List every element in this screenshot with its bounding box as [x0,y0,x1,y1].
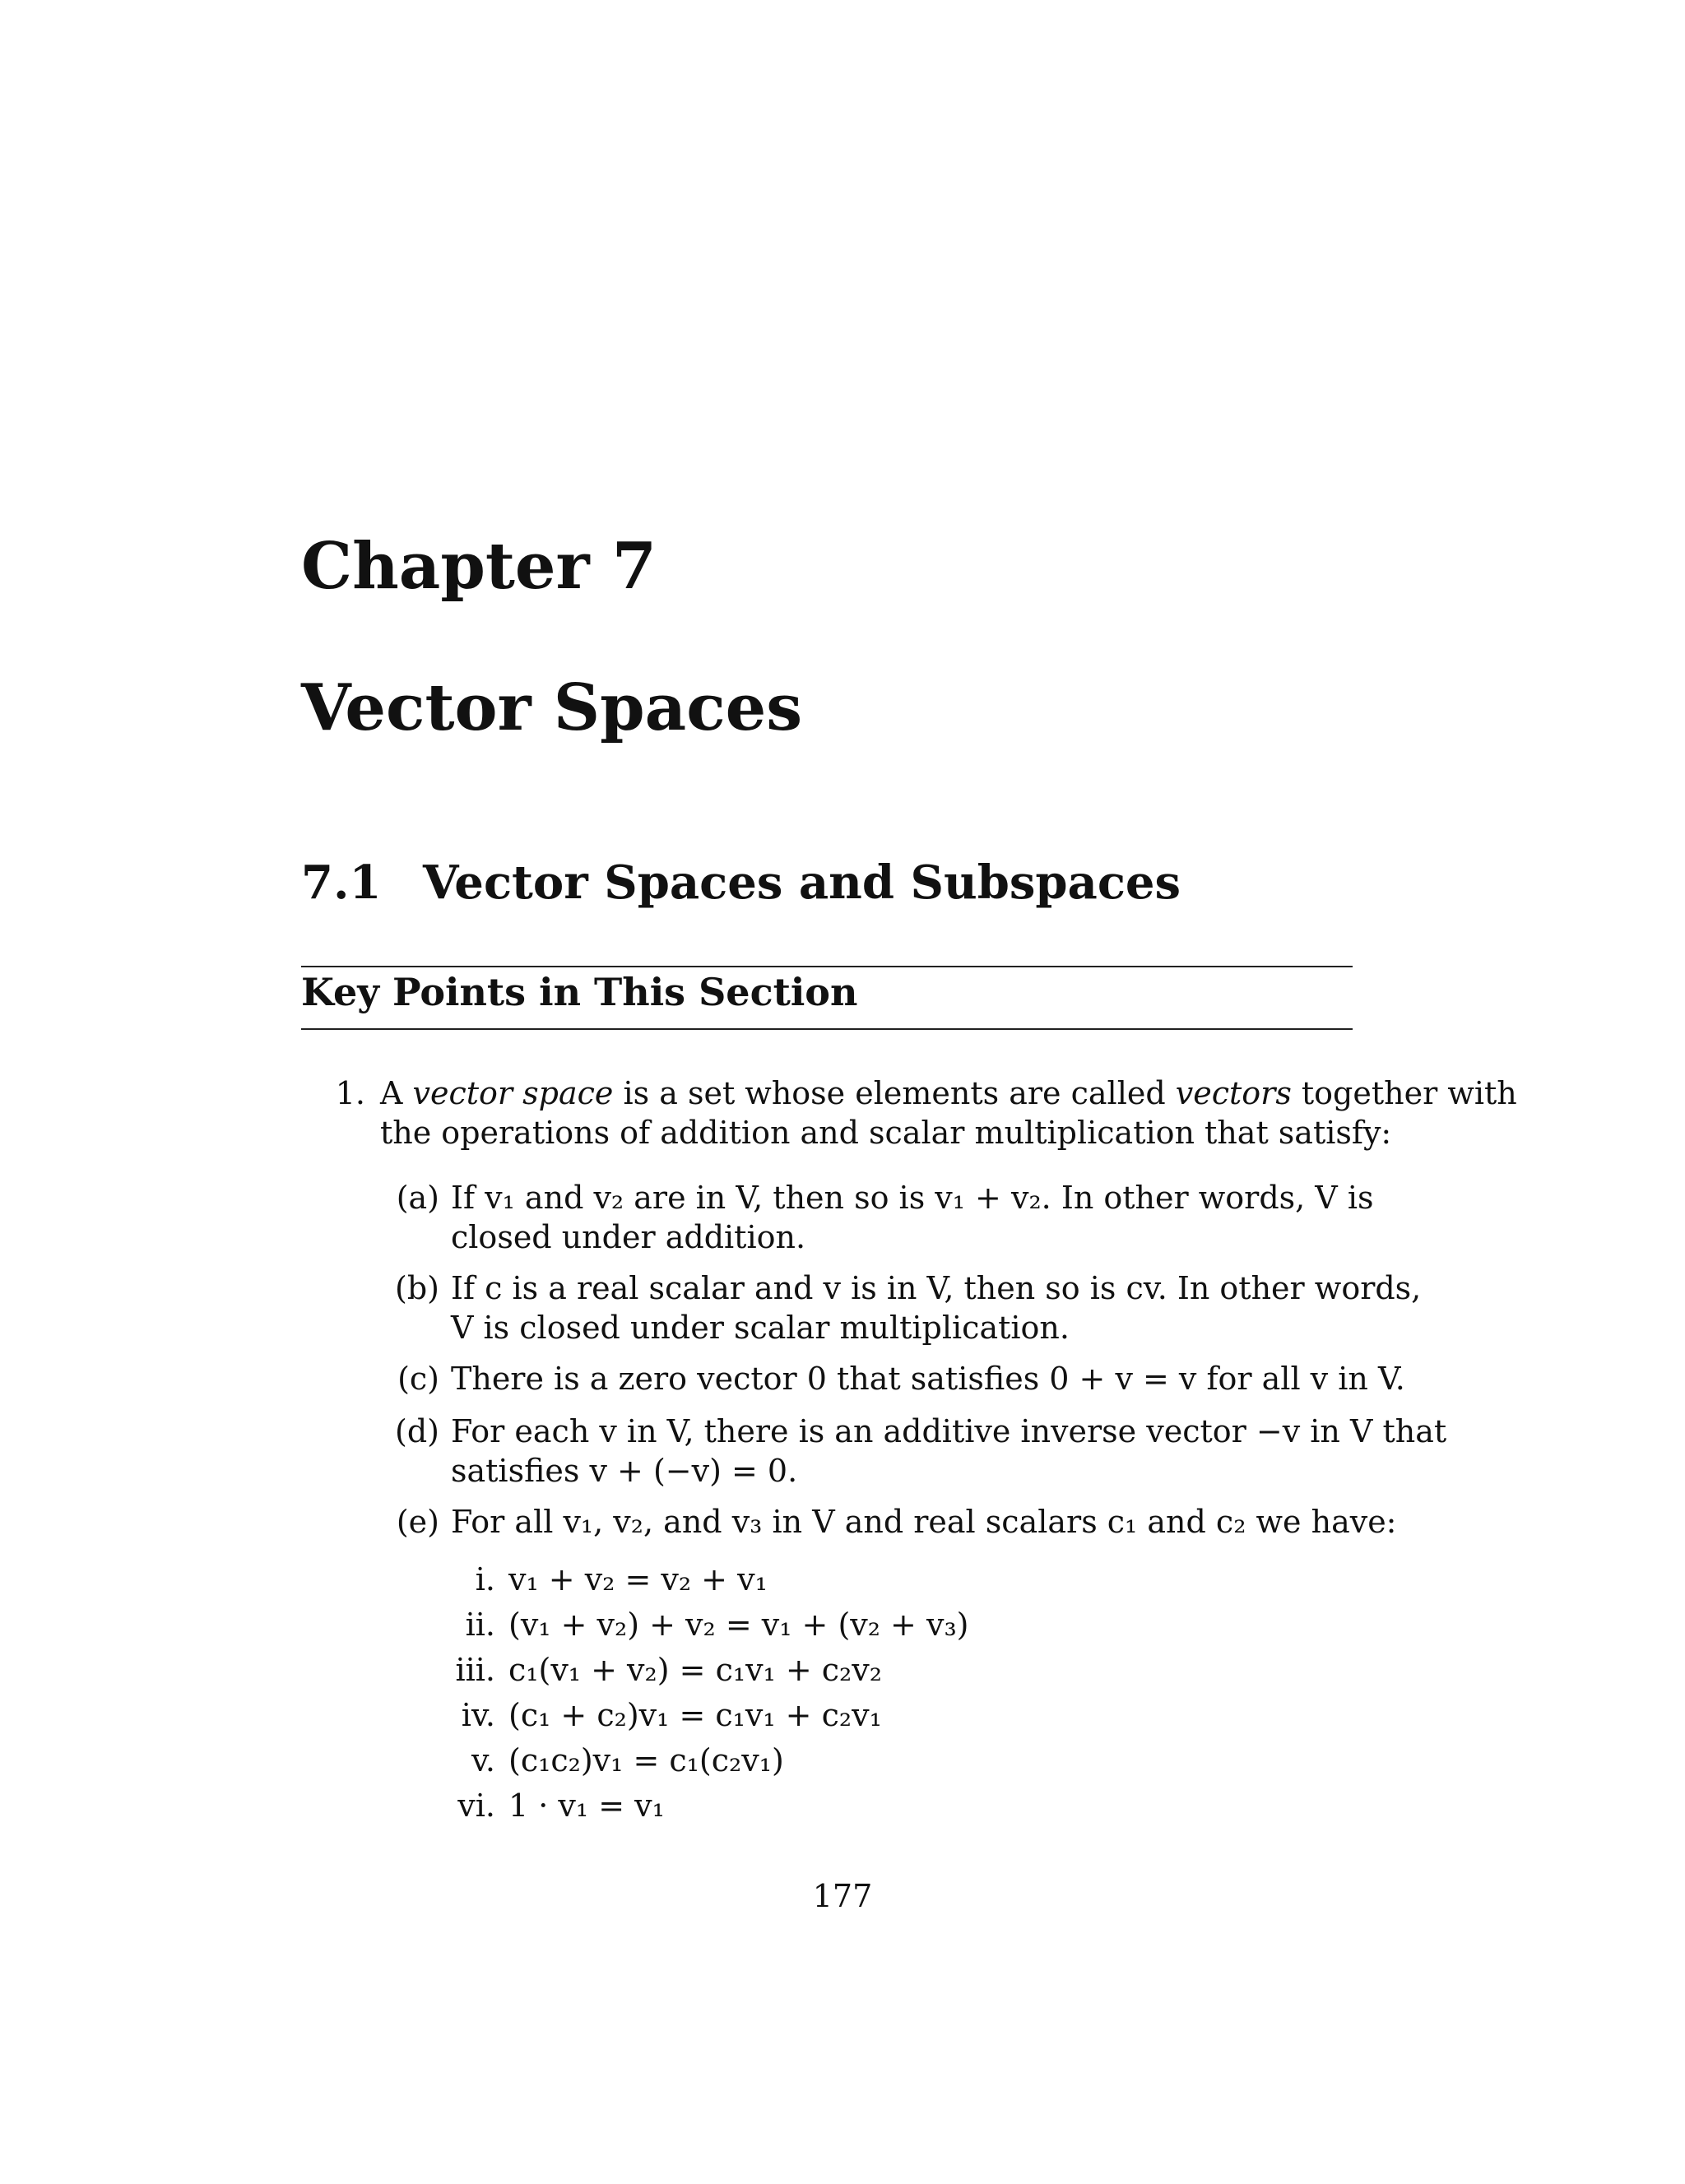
item-a-marker: (a) [396,1180,439,1216]
item-c-marker: (c) [397,1361,439,1397]
axiom-expression: c₁(v₁ + v₂) = c₁v₁ + c₂v₂ [508,1652,882,1688]
item-d-line-1: For each v in V, there is an additive inverse vector −v in V that [451,1413,1447,1449]
term-vectors: vectors [1175,1075,1292,1111]
chapter-title: Vector Spaces [301,670,803,745]
key-points-bottom-rule [301,1028,1353,1030]
key-points-heading: Key Points in This Section [301,970,858,1014]
axiom-expression: (v₁ + v₂) + v₂ = v₁ + (v₂ + v₃) [508,1607,969,1643]
item-c-line-1: There is a zero vector 0 that satisfies 0 + v = v for all v in V. [451,1361,1405,1397]
item-e-line-1: For all v₁, v₂, and v₃ in V and real scalars c₁ and c₂ we have: [451,1504,1397,1540]
axiom-marker: iv. [461,1697,495,1733]
axiom-marker: ii. [465,1607,495,1643]
section-title: Vector Spaces and Subspaces [423,856,1181,910]
term-vector-space: vector space [412,1075,614,1111]
axiom-expression: (c₁c₂)v₁ = c₁(c₂v₁) [508,1742,784,1778]
axiom-expression: (c₁ + c₂)v₁ = c₁v₁ + c₂v₁ [508,1697,882,1733]
axiom-marker: v. [471,1742,495,1778]
item-d-marker: (d) [395,1413,439,1449]
item-a-line-2: closed under addition. [451,1219,806,1255]
item-b-marker: (b) [395,1270,439,1306]
chapter-label: Chapter 7 [301,529,657,604]
page-number: 177 [812,1878,873,1914]
section-number: 7.1 [301,856,382,910]
axiom-marker: i. [475,1561,495,1597]
item-1-marker: 1. [335,1075,365,1111]
item-1-line-1: A vector space is a set whose elements are called vectors together with [380,1075,1517,1111]
axiom-expression: v₁ + v₂ = v₂ + v₁ [508,1561,768,1597]
item-e-marker: (e) [396,1504,439,1540]
item-1-line-2: the operations of addition and scalar multiplication that satisfy: [380,1115,1392,1151]
item-b-line-2: V is closed under scalar multiplication. [451,1310,1070,1346]
key-points-top-rule [301,966,1353,967]
section-heading [301,856,1181,910]
item-b-line-1: If c is a real scalar and v is in V, then so is cv. In other words, [451,1270,1422,1306]
item-a-line-1: If v₁ and v₂ are in V, then so is v₁ + v₂. In other words, V is [451,1180,1374,1216]
item-d-line-2: satisfies v + (−v) = 0. [451,1453,798,1489]
axiom-marker: iii. [455,1652,495,1688]
axiom-marker: vi. [457,1788,495,1824]
axiom-expression: 1 · v₁ = v₁ [508,1788,665,1824]
